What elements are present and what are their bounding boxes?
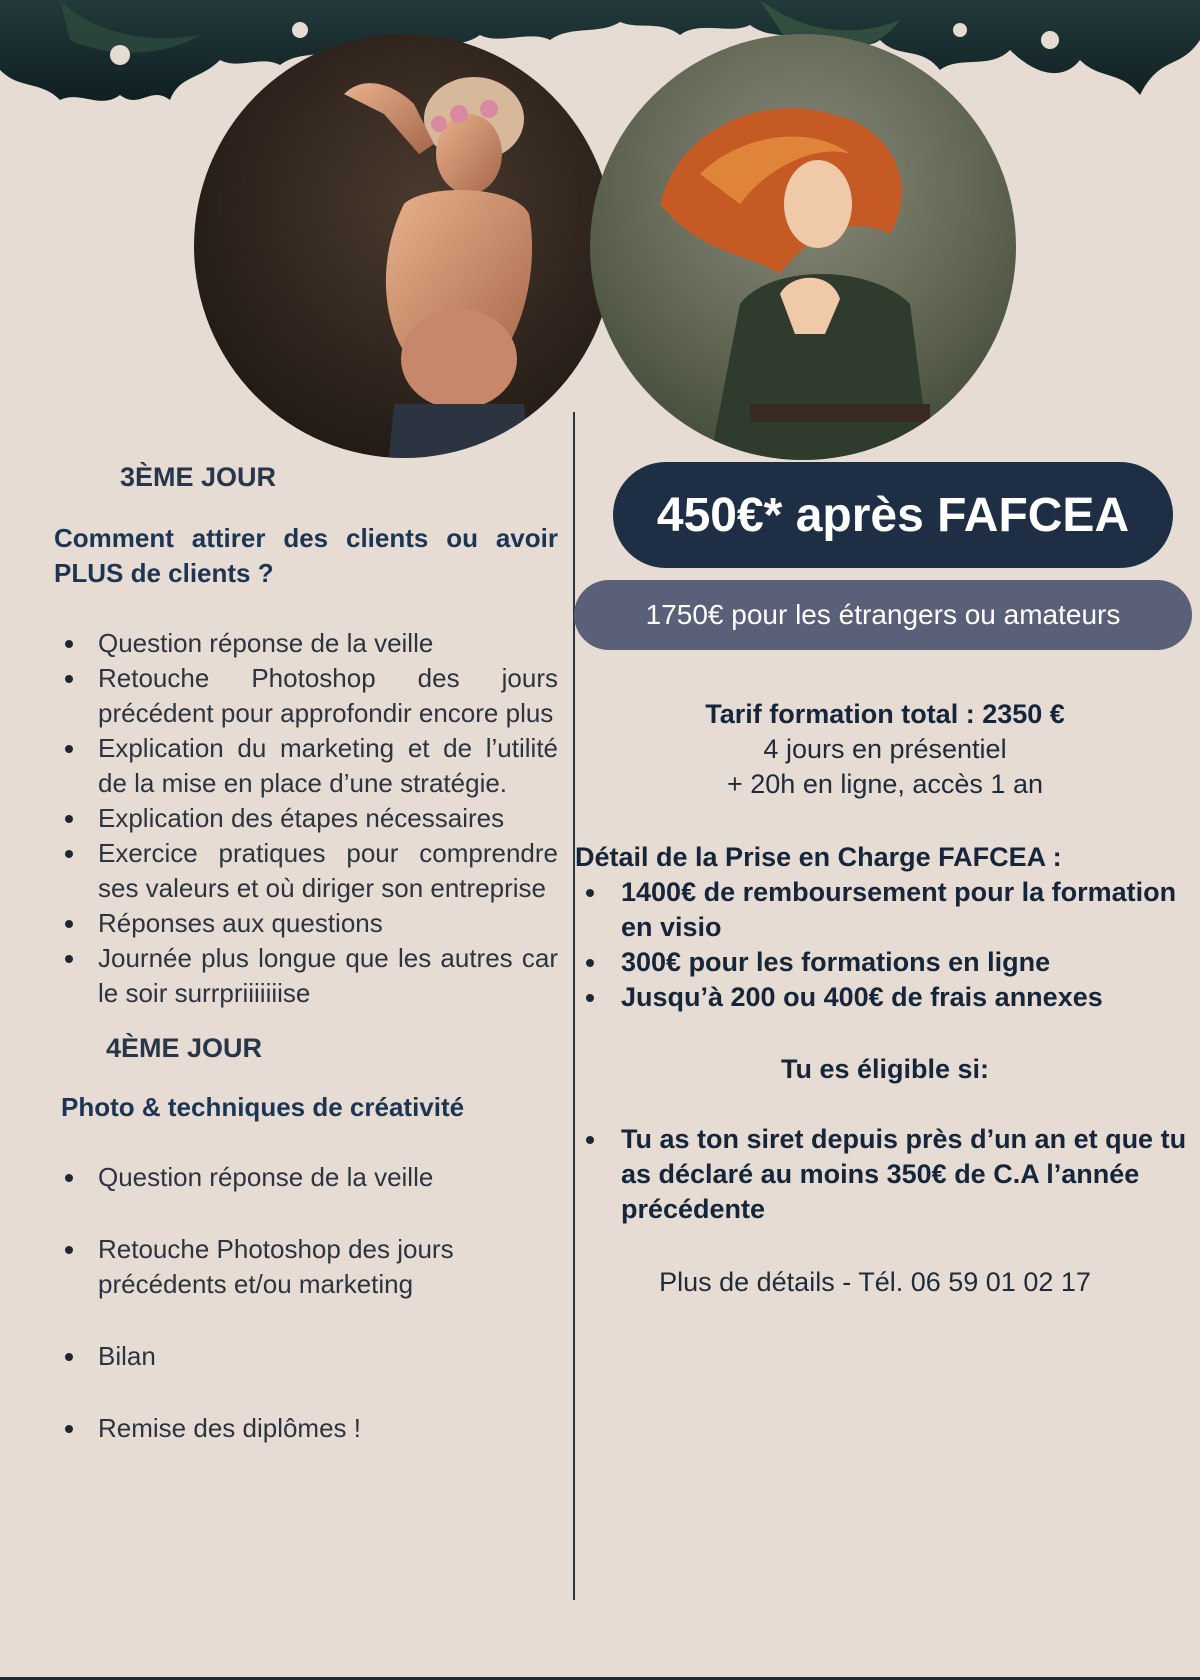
- fafcea-block: [575, 840, 1195, 1015]
- list-item: Retouche Photoshop des jours précédents et/ou marketing: [54, 1232, 528, 1302]
- fafcea-list: [575, 875, 1195, 1015]
- eligibility-block: [575, 1122, 1195, 1227]
- day4-subtitle: Photo & techniques de créativité: [61, 1092, 465, 1122]
- day3-heading: 3ÈME JOUR: [120, 462, 277, 492]
- list-item: Question réponse de la veille: [54, 626, 558, 661]
- tarif-days: 4 jours en présentiel: [763, 734, 1007, 764]
- list-item: Journée plus longue que les autres car le soir surrpriiiiiiise: [54, 941, 558, 1011]
- list-item: Exercice pratiques pour comprendre ses valeurs et où diriger son entreprise: [54, 836, 558, 906]
- list-item: Bilan: [54, 1339, 558, 1374]
- list-item: Remise des diplômes !: [54, 1411, 558, 1446]
- list-item: Tu as ton siret depuis près d’un an et que tu as déclaré au moins 350€ de C.A l’année précédente: [575, 1122, 1195, 1227]
- tarif-total: Tarif formation total : 2350 €: [705, 699, 1065, 729]
- day3-question: Comment attirer des clients ou avoir PLUS de clients ?: [54, 523, 558, 588]
- list-item: Réponses aux questions: [54, 906, 558, 941]
- portrait-photo-right: [590, 34, 1016, 460]
- list-item: 300€ pour les formations en ligne: [575, 945, 1195, 980]
- list-item: Explication du marketing et de l’utilité de la mise en place d’une stratégie.: [54, 731, 558, 801]
- list-item: Jusqu’à 200 ou 400€ de frais annexes: [575, 980, 1195, 1015]
- fafcea-heading: Détail de la Prise en Charge FAFCEA :: [575, 842, 1062, 872]
- list-item: 1400€ de remboursement pour la formation en visio: [575, 875, 1195, 945]
- tarif-online: + 20h en ligne, accès 1 an: [727, 769, 1043, 799]
- tarif-block: [575, 697, 1195, 802]
- leaves-decoration: [0, 0, 1200, 120]
- foreign-price-badge: 1750€ pour les étrangers ou amateurs: [574, 580, 1192, 650]
- day4-heading: 4ÈME JOUR: [106, 1033, 263, 1063]
- main-price-badge: 450€* après FAFCEA: [613, 462, 1173, 568]
- portrait-photo-left: [194, 34, 614, 458]
- day4-list: [54, 1160, 558, 1446]
- list-item: Explication des étapes nécessaires: [54, 801, 558, 836]
- list-item: Retouche Photoshop des jours précédent pour approfondir encore plus: [54, 661, 558, 731]
- left-column: [54, 460, 558, 1446]
- list-item: Question réponse de la veille: [54, 1160, 528, 1195]
- eligibility-list: [575, 1122, 1195, 1227]
- eligibility-heading: Tu es éligible si:: [780, 1054, 990, 1084]
- day3-list: [54, 626, 558, 1011]
- contact-line: Plus de détails - Tél. 06 59 01 02 17: [659, 1267, 1091, 1297]
